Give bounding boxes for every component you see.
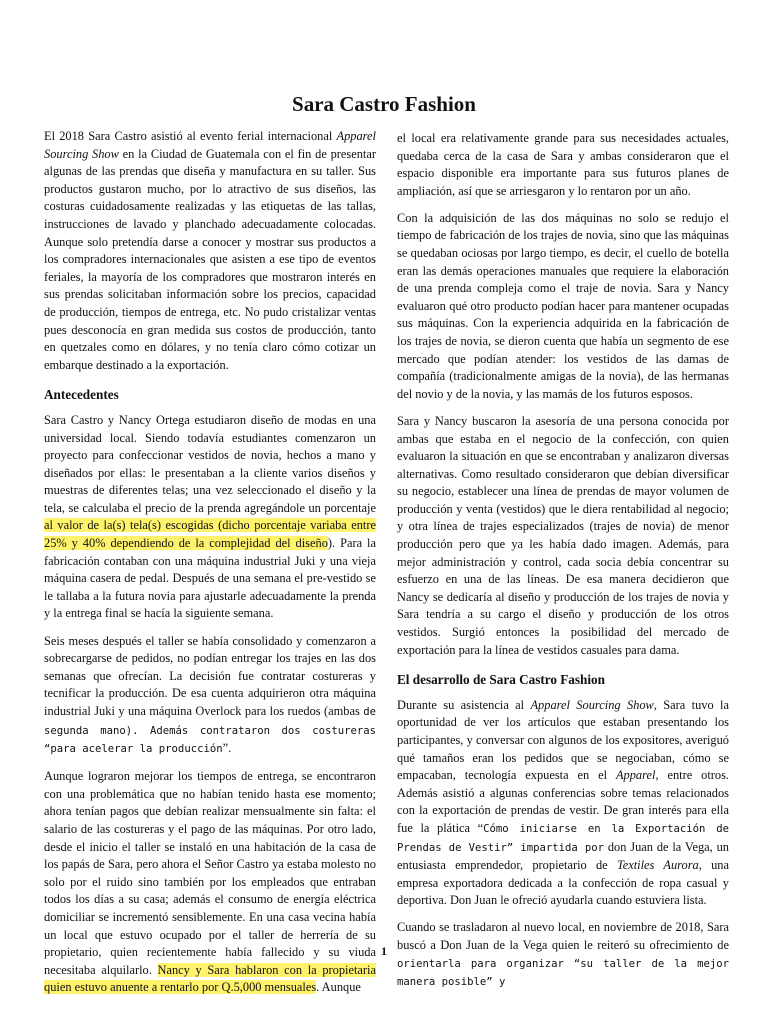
intro-paragraph: El 2018 Sara Castro asistió al evento ferial internacional Apparel Sourcing Show en la Ciudad de Guatemala con el fin de presentar algunas de las prendas que diseña y manufactura en su taller. Sus productos gustaron mucho, por lo atractivo de sus diseños, las costuras cuidadosamente realizadas y las etiquetas de las tallas, instrucciones de lavado y planchado adecuadamente colocadas. Aunque solo pretendía darse a conocer y mostrar sus productos a los compradores internacionales que asisten a ese tipo de eventos feriales, la mayoría de los compradores que mostraron interés en sus prendas solicitaban información sobre los precios, capacidad de producción, tiempos de entrega, etc. No pudo cristalizar ventas pues desconocía en gran medida sus costos de producción, tanto en quetzales como en dólares, y no tenía claro cómo cotizar un embarque destinado a la exportación. [44, 129, 377, 372]
highlighted-text: al valor de la(s) tela(s) escogidas (dicho porcentaje variaba entre 25% y 40% dependiendo de la complejidad del diseño [44, 518, 376, 551]
antecedentes-paragraph-3: Aunque lograron mejorar los tiempos de entrega, se encontraron con una problemática que no habían tenido hasta ese momento; ahora tenían pagos que debían realizar mensualmente sin falta: el salario de las costureras y el pago de las máquinas. Por otro lado, desde el inicio el taller se instaló en una habitación de la casa de los papás de Sara, pero ahora el Señor Castro ya estaba molesto no solo por el ruido sino también por los empleados que entraban todos los días a su casa; además el consumo de energía eléctrica domiciliar se incrementó sensiblemente. En una casa vecina había un local que estuvo ocupado por el taller de herrería de su propietario, quien recientemente había fallecido y su viuda necesitaba alquilarlo. Nancy y Sara hablaron con la propietaria quien estuvo anuente a rentarlo por Q.5,000 mensuales. Aunque [44, 769, 376, 995]
section-heading-desarrollo: El desarrollo de Sara Castro Fashion [397, 672, 605, 688]
machines-paragraph: Con la adquisición de las dos máquinas no solo se redujo el tiempo de fabricación de los trajes de novia, sino que las máquinas se quedaban ociosas por largo tiempo, es decir, el cuello de botella eran las demás operaciones manuales que requiere la elaboración de una prenda compleja como el traje de novia. Sara y Nancy evaluaron qué otro producto podían hacer para mantener ocupadas sus máquinas. Con la experiencia adquirida en la fabricación de los trajes de novia, se dieron cuenta que había un segmento de ese mercado que podían atender: los vestidos de las damas de compañía (tradicionalmente amigas de la novia), de las hermanas del novio y de la novia, y las mamás de los futuros esposos. [397, 210, 729, 401]
antecedentes-paragraph-1: Sara Castro y Nancy Ortega estudiaron diseño de modas en una universidad local. Siendo todavía estudiantes comenzaron un proyecto para confeccionar vestidos de novia, hechos a mano y diseñados por ellas: le presentaban a la cliente varios diseños y muestras de diferentes telas; una vez seleccionado el diseño y la tela, se calculaba el precio de la prenda agregándole un porcentaje al valor de la(s) tela(s) escogidas (dicho porcentaje variaba entre 25% y 40% dependiendo de la complejidad del diseño). Para la fabricación contaban con una máquina industrial Juki y una vieja máquina casera de pedal. Después de una semana el pre-vestido se le tallaba a la futura novia para ajustarle adecuadamente la prenda y la entrega final se hacía la siguiente semana. [44, 412, 376, 621]
event-name: Apparel Sourcing Show [44, 129, 376, 161]
section-heading-antecedentes: Antecedentes [44, 387, 119, 403]
right-column [397, 130, 729, 1001]
left-column [44, 128, 376, 1006]
page-number: 1 [381, 944, 387, 958]
desarrollo-paragraph-2: Cuando se trasladaron al nuevo local, en noviembre de 2018, Sara buscó a Don Juan de la Vega quien le reiteró su ofrecimiento de orientarla para organizar “su taller de la mejor manera posible” y [397, 920, 729, 989]
continuation-paragraph: el local era relativamente grande para sus necesidades actuales, quedaba cerca de la casa de Sara y ambas consideraron que el espacio disponible era importante para sus futuros planes de ampliación, así que se arriesgaron y lo rentaron por un año. [397, 131, 729, 198]
document-title: Sara Castro Fashion [292, 92, 476, 116]
highlighted-text: Nancy y Sara hablaron con la propietaria quien estuvo anuente a rentarlo por Q.5,000 mensuales [44, 962, 376, 995]
antecedentes-paragraph-2: Seis meses después el taller se había consolidado y comenzaron a sobrecargarse de pedidos, no podían entregar los trajes en las dos semanas que ofrecían. La decisión fue contratar costureras y tecnificar la producción. De esa cuenta adquirieron otra máquina industrial Juki y una máquina Overlock para los ruedos (ambas de segunda mano). Además contrataron dos costureras “para acelerar la producción”. [44, 633, 376, 756]
advice-paragraph: Sara y Nancy buscaron la asesoría de una persona conocida por ambas que estaba en el negocio de la confección, con quien evaluaron la situación en que se encontraban y analizaron diversas alternativas. Como resultado consideraron que debían diversificar su negocio, establecer una línea de prendas de mayor volumen de producción y venta (vestidos) que le diera rentabilidad al negocio; y otra línea de trajes especializados (trajes de novia) de menor producción pero que ya les había dado imagen. Además, para mejor administración y control, cada socia debía concentrar su esfuerzo en una de las líneas. De esa manera decidieron que Nancy se dedicaría al diseño y producción de los trajes de novia y Sara tendría a su cargo el diseño y producción de los otros vestidos. Surgió entonces la posibilidad del mercado de exportación para la línea de vestidos casuales para dama. [397, 413, 729, 657]
desarrollo-paragraph-1: Durante su asistencia al Apparel Sourcing Show, Sara tuvo la oportunidad de ver los artículos que estaban presentando los participantes, y conversar con algunos de los expositores, averiguó qué tamaños eran los pedidos que se negociaban, cómo se empacaban, tecnología expuesta en el Apparel, entre otros. Además asistió a algunas conferencias sobre temas relacionados con la exportación de prendas de vestir. De gran interés para ella fue la plática “Cómo iniciarse en la Exportación de Prendas de Vestir” impartida por don Juan de la Vega, un entusiasta emprendedor, propietario de Textiles Aurora, una empresa exportadora dedicada a la confección de ropa casual y deportiva. Don Juan le ofreció ayudarla cuando estuviera lista. [397, 697, 730, 908]
